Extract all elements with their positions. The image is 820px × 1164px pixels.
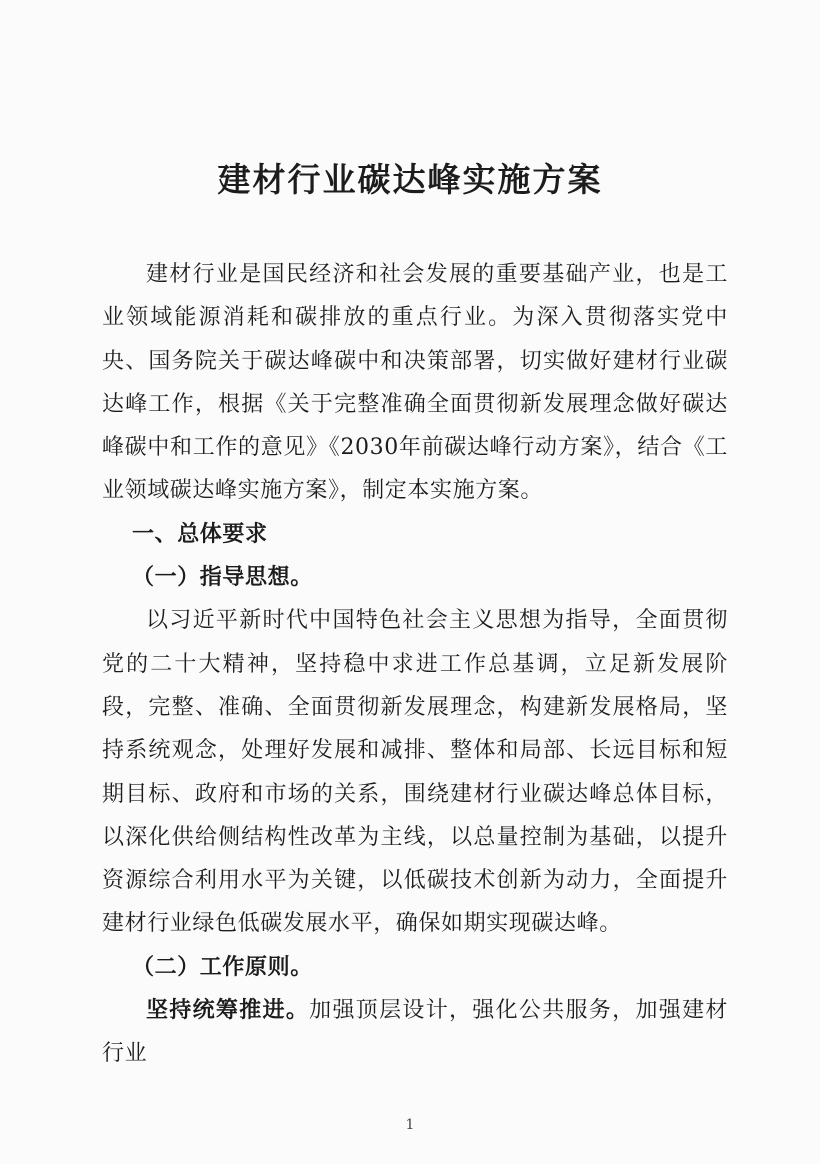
principle-lead: 坚持统筹推进。 <box>146 997 310 1024</box>
section-heading-general-requirements: 一、总体要求 <box>132 521 268 547</box>
page-number: 1 <box>405 1117 415 1133</box>
guiding-ideology-paragraph: 以习近平新时代中国特色社会主义思想为指导，全面贯彻党的二十大精神，坚持稳中求进工作总基调，立足新发展阶段，完整、准确、全面贯彻新发展理念，构建新发展格局，坚持系统观念，处理好发展和减排、整体和局部、长远目标和短期目标、政府和市场的关系，围绕建材行业碳达峰总体目标，以深化供给侧结构性改革为主线，以总量控制为基础，以提升资源综合利用水平为关键，以低碳技术创新为动力，全面提升建材行业绿色低碳发展水平，确保如期实现碳达峰。 <box>102 608 728 937</box>
document-title: 建材行业碳达峰实施方案 <box>217 160 603 199</box>
document-body <box>102 253 728 1076</box>
subsection-heading-guiding-ideology: （一）指导思想。 <box>132 564 313 591</box>
subsection-heading-work-principles: （二）工作原则。 <box>132 953 313 980</box>
intro-paragraph: 建材行业是国民经济和社会发展的重要基础产业，也是工业领域能源消耗和碳排放的重点行业。为深入贯彻落实党中央、国务院关于碳达峰碳中和决策部署，切实做好建材行业碳达峰工作，根据《关于完整准确全面贯彻新发展理念做好碳达峰碳中和工作的意见》《2030年前碳达峰行动方案》，结合《工业领域碳达峰实施方案》，制定本实施方案。 <box>102 262 728 504</box>
principle-paragraph <box>102 989 728 1076</box>
principle-text: 加强顶层设计，强化公共服务，加强建材行业 <box>102 998 728 1067</box>
